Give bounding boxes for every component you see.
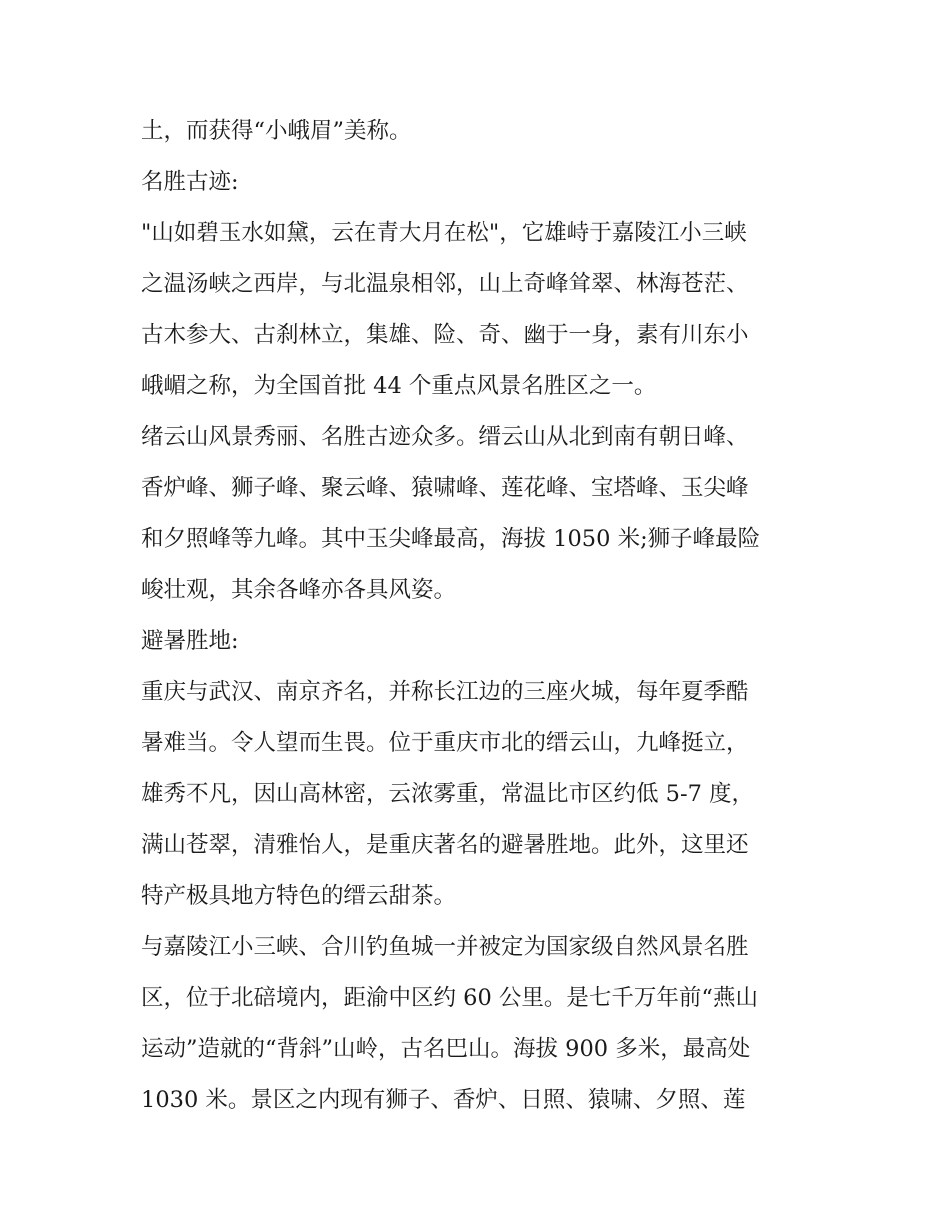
text-line-16: 特产极具地方特色的缙云甜茶。 <box>141 883 457 909</box>
text-line-3: "山如碧玉水如黛，云在青大月在松"，它雄峙于嘉陵江小三峡 <box>141 220 747 246</box>
section-heading-scenic-spots: 名胜古迹: <box>141 169 239 195</box>
text-line-18: 区，位于北碚境内，距渝中区约 60 公里。是七千万年前“燕山 <box>141 985 758 1011</box>
section-heading-summer-resort: 避暑胜地: <box>141 628 239 654</box>
text-line-7: 绪云山风景秀丽、名胜古迹众多。缙云山从北到南有朝日峰、 <box>141 424 749 450</box>
text-line-8: 香炉峰、狮子峰、聚云峰、猿啸峰、莲花峰、宝塔峰、玉尖峰 <box>141 475 749 501</box>
text-line-13: 暑难当。令人望而生畏。位于重庆市北的缙云山，九峰挺立， <box>141 730 749 756</box>
text-line-10: 峻壮观，其余各峰亦各具风姿。 <box>141 577 457 603</box>
body-text <box>141 106 831 1126</box>
text-line-1: 土，而获得“小峨眉”美称。 <box>141 118 412 144</box>
text-line-4: 之温汤峡之西岸，与北温泉相邻，山上奇峰耸翠、林海苍茫、 <box>141 271 749 297</box>
text-line-14: 雄秀不凡，因山高林密，云浓雾重，常温比市区约低 5-7 度， <box>141 781 755 807</box>
text-line-6: 峨嵋之称，为全国首批 44 个重点风景名胜区之一。 <box>141 373 657 399</box>
text-line-15: 满山苍翠，清雅怡人，是重庆著名的避暑胜地。此外，这里还 <box>141 832 749 858</box>
text-line-19: 运动”造就的“背斜”山岭，古名巴山。海拔 900 多米，最高处 <box>141 1036 751 1062</box>
text-line-12: 重庆与武汉、南京齐名，并称长江边的三座火城，每年夏季酷 <box>141 679 749 705</box>
text-line-9: 和夕照峰等九峰。其中玉尖峰最高，海拔 1050 米;狮子峰最险 <box>141 526 761 552</box>
text-line-17: 与嘉陵江小三峡、合川钓鱼城一并被定为国家级自然风景名胜 <box>141 934 749 960</box>
text-line-20: 1030 米。景区之内现有狮子、香炉、日照、猿啸、夕照、莲 <box>141 1087 746 1113</box>
text-line-5: 古木参大、古刹林立，集雄、险、奇、幽于一身，素有川东小 <box>141 322 749 348</box>
